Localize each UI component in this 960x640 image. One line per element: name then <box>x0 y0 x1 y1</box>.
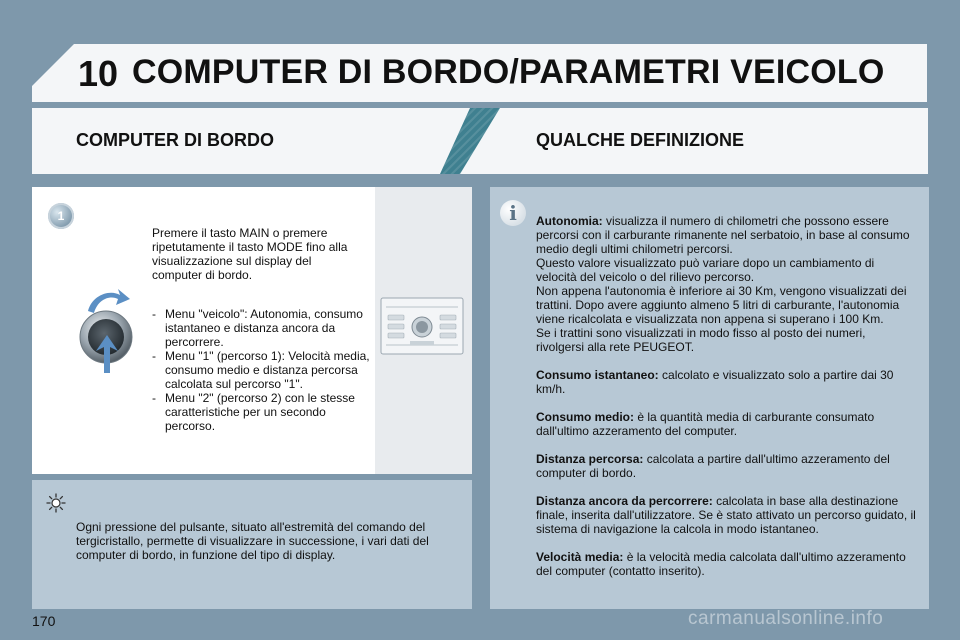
page-title: COMPUTER DI BORDO/PARAMETRI VEICOLO <box>132 53 885 91</box>
definition-text: è la velocità media calcolata dall'ultimo azzeramento del computer (contatto inserito). <box>536 550 906 578</box>
menu-list-item: - Menu "2" (percorso 2) con le stesse caratteristiche per un secondo percorso. <box>152 391 370 433</box>
definition-item <box>536 550 916 578</box>
definition-item <box>536 368 916 396</box>
definition-item <box>536 214 916 354</box>
chapter-number: 10 <box>78 53 119 94</box>
step-number-badge: 1 <box>48 203 74 229</box>
definition-text: Questo valore visualizzato può variare dopo un cambiamento di velocità del veicolo o del rilievo percorso. <box>536 256 875 284</box>
arrow-icon <box>88 289 130 313</box>
right-section-title: QUALCHE DEFINIZIONE <box>536 130 745 150</box>
definition-item <box>536 410 916 438</box>
definition-text: calcolato e visualizzato solo a partire dai 30 km/h. <box>536 368 894 396</box>
left-section-title: COMPUTER DI BORDO <box>76 130 274 150</box>
rotary-knob-icon <box>74 285 150 375</box>
watermark-text: carmanualsonline.info <box>688 608 884 629</box>
definition-term: Consumo medio: <box>536 410 634 424</box>
sun-icon <box>46 493 66 513</box>
definition-term: Distanza percorsa: <box>536 452 644 466</box>
definitions-list <box>536 214 916 592</box>
definition-text: è la quantità media di carburante consumato dall'ultimo azzeramento del computer. <box>536 410 875 438</box>
menu-list-item: - Menu "veicolo": Autonomia, consumo istantaneo e distanza ancora da percorrere. <box>152 307 370 349</box>
definition-term: Velocità media: <box>536 550 624 564</box>
definition-text: Se i trattini sono visualizzati in modo fisso al posto dei numeri, rivolgersi alla rete PEUGEOT. <box>536 326 866 354</box>
radio-console-icon <box>380 297 464 355</box>
tip-text: Ogni pressione del pulsante, situato all'estremità del comando del tergicristallo, permette di visualizzare in successione, i vari dati del computer di bordo, in funzione del tipo di display. <box>76 520 429 562</box>
definition-text: visualizza il numero di chilometri che possono essere percorsi con il carburante rimanente nel serbatoio, in base al consumo medio degli ultimi chilometri percorsi. <box>536 214 910 256</box>
definition-term: Distanza ancora da percorrere: <box>536 494 713 508</box>
definition-text: calcolata a partire dall'ultimo azzeramento del computer di bordo. <box>536 452 890 480</box>
definition-item <box>536 452 916 480</box>
definition-text: Non appena l'autonomia è inferiore ai 30 Km, vengono visualizzati dei trattini. Dopo avere aggiunto almeno 5 litri di carburante, l'autonomia viene ricalcolata e visualizzata non appena si superano i 100 Km. <box>536 284 907 326</box>
definition-term: Autonomia: <box>536 214 603 228</box>
definition-term: Consumo istantaneo: <box>536 368 659 382</box>
definition-item <box>536 494 916 536</box>
menu-list-item: - Menu "1" (percorso 1): Velocità media, consumo medio e distanza percorsa calcolata sul percorso "1". <box>152 349 370 391</box>
definition-text: calcolata in base alla destinazione finale, inserita dall'utilizzatore. Se è stato attivato un percorso guidato, il sistema di navigazione la calcola in modo istantaneo. <box>536 494 916 536</box>
steps-intro-text: Premere il tasto MAIN o premere ripetutamente il tasto MODE fino alla visualizzazione sul display del computer di bordo. <box>152 226 348 282</box>
info-icon: i <box>500 200 526 226</box>
menu-list <box>152 307 370 433</box>
page-number: 170 <box>32 613 56 629</box>
